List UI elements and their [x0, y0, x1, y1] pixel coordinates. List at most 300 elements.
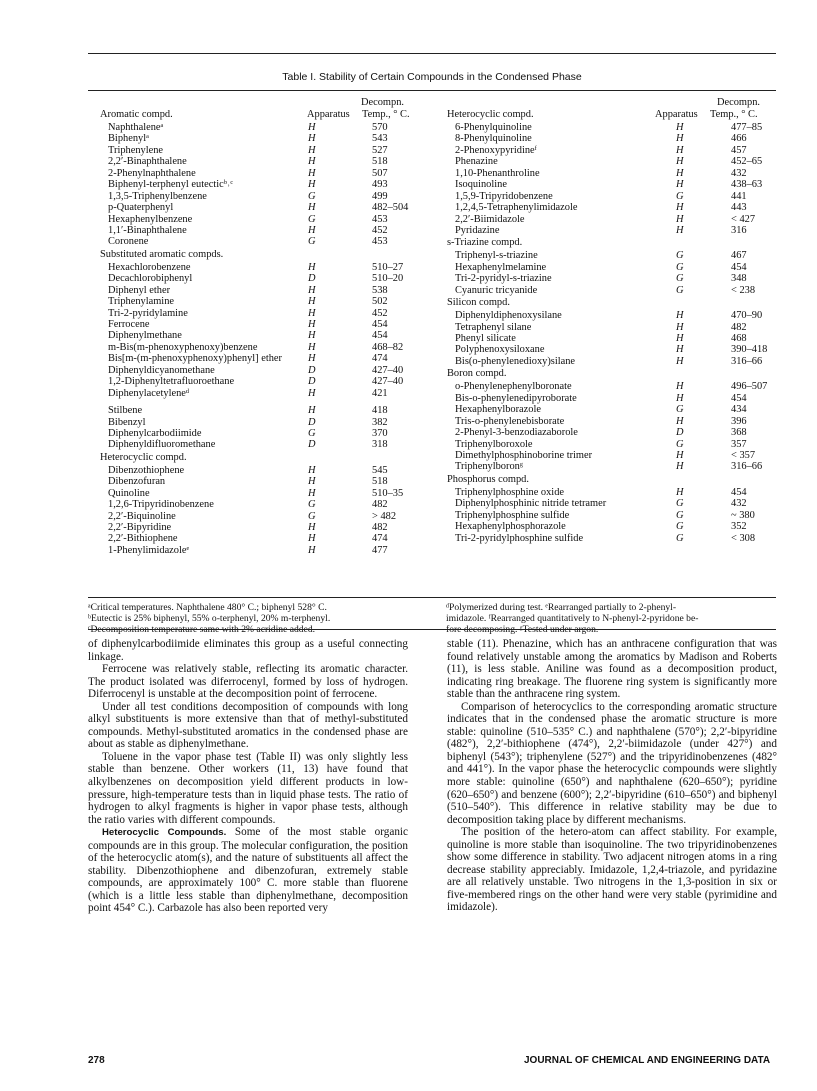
table-row	[100, 476, 420, 487]
table-left-column	[100, 97, 420, 556]
decomposition-temp: 527	[372, 144, 388, 156]
apparatus-code: H	[676, 415, 684, 427]
apparatus-code: G	[308, 510, 316, 522]
table-row	[100, 465, 420, 476]
compound-name: Ferrocene	[108, 319, 150, 330]
table-footnotes-left	[88, 602, 418, 636]
decomposition-temp: 496–507	[731, 381, 768, 393]
apparatus-code: G	[308, 190, 316, 202]
compound-name: Phenazine	[455, 156, 498, 168]
decomposition-temp: 454	[372, 330, 388, 342]
paragraph-text: The position of the hetero-atom can affect stability. For example, quinoline is more stable than isoquinoline. The two tripyridinobenzenes show some difference in stability. Two adjacent nitrogen atoms in a ring decrease stability appreciably. Imidazole, 1,2,4-triazole, and pyridazine are all relatively unstable. Two nitrogens in the 1,3-position in six or five-membered rings on the other hand were very stable (pyrimidine and imidazole).	[447, 826, 777, 914]
decomposition-temp: 570	[372, 122, 388, 133]
decomposition-temp: 427–40	[372, 376, 404, 388]
table-row	[447, 521, 777, 532]
section-heading: Heterocyclic Compounds.	[102, 827, 227, 839]
table-row	[447, 450, 777, 461]
table-right-column	[447, 97, 777, 544]
compound-name: 2,2′-Biimidazole	[455, 213, 525, 225]
decomposition-temp: 454	[372, 319, 388, 330]
apparatus-code: G	[676, 509, 684, 521]
table-row	[100, 202, 420, 213]
decomposition-temp: 543	[372, 133, 388, 145]
table-row	[100, 405, 420, 416]
footnote-rule	[88, 629, 776, 630]
compound-name: Quinoline	[108, 487, 150, 499]
decomposition-temp: 510–35	[372, 487, 404, 499]
apparatus-code: G	[676, 284, 684, 296]
table-row	[100, 214, 420, 225]
apparatus-code: H	[308, 522, 316, 533]
table-row	[447, 310, 777, 321]
table-row	[447, 356, 777, 367]
table-caption: Table I. Stability of Certain Compounds in the Condensed Phase	[282, 71, 582, 83]
table-footer-rule	[88, 597, 776, 598]
body-paragraph	[88, 751, 408, 826]
table-row	[100, 308, 420, 319]
compound-name: 2-Phenoxypyridineᶠ	[455, 144, 537, 156]
column-header-decompn: Decompn.	[361, 97, 404, 108]
table-row	[100, 122, 420, 133]
table-row	[100, 296, 420, 307]
table-row	[447, 322, 777, 333]
apparatus-code: G	[676, 521, 684, 533]
table-row	[100, 533, 420, 544]
apparatus-code: D	[676, 427, 684, 439]
apparatus-code: D	[308, 439, 316, 451]
decomposition-temp: 316	[731, 224, 747, 236]
apparatus-code: H	[308, 202, 316, 214]
footnote-line: imidazole. ᶠRearranged quantitatively to N-phenyl-2-pyridone be-	[446, 613, 699, 625]
apparatus-code: G	[308, 213, 316, 225]
apparatus-code: H	[676, 122, 684, 133]
body-paragraph	[447, 826, 777, 914]
apparatus-code: H	[308, 307, 316, 319]
compound-name: Tris-o-phenylenebisborate	[455, 415, 565, 427]
decomposition-temp: 316–66	[731, 355, 763, 367]
table-row	[100, 156, 420, 167]
compound-name: 1,1′-Binaphthalene	[108, 224, 187, 236]
compound-name: Coronene	[108, 236, 149, 248]
apparatus-code: G	[676, 273, 684, 285]
table-row	[100, 191, 420, 202]
apparatus-code: H	[676, 355, 684, 367]
decomposition-temp: 370	[372, 427, 388, 439]
table-row	[100, 168, 420, 179]
table-row	[447, 487, 777, 498]
decomposition-temp: 510–27	[372, 261, 404, 273]
compound-name: 1,5,9-Tripyridobenzene	[455, 190, 553, 202]
decomposition-temp: 454	[731, 392, 747, 404]
compound-name: Diphenylmethane	[108, 330, 182, 342]
compound-name: Dibenzofuran	[108, 476, 166, 488]
footnote-line: ᵃCritical temperatures. Naphthalene 480° C.; biphenyl 528° C.	[88, 602, 327, 613]
apparatus-code: H	[308, 533, 316, 545]
decomposition-temp: 454	[731, 261, 747, 273]
table-row	[100, 145, 420, 156]
paragraph-text: of diphenylcarbodiimide eliminates this group as a useful connecting linkage.	[88, 638, 408, 663]
apparatus-code: H	[308, 387, 316, 399]
decomposition-temp: 468–82	[372, 341, 404, 353]
paragraph-text: Comparison of heterocyclics to the corresponding aromatic structure indicates that in the condensed phase the aromatic structure is more stable: quinoline (510–535° C.) and naphthalene (570°); 2,2′-bipyridine (482°), 2,2′-bithiophene (474°), 2,2′-biimidazole (under 427°) and biphenyl (543°); triphenylene (527°) and the tripyridinobenzenes (482° and 441°). In the vapor phase the heterocyclic compounds were slightly more stable: quinoline (650°) and naphthalene (620–650°); pyridine (620–650°) and benzene (600°); 2,2′-bipyridine (610–650°) and biphenyl (510–540°). This difference in relative stability may be due to decomposition taking place by different mechanisms.	[447, 700, 777, 826]
decomposition-temp: 493	[372, 179, 388, 191]
table-row	[100, 133, 420, 144]
table-row	[447, 191, 777, 202]
compound-name: Diphenyldicyanomethane	[108, 364, 215, 376]
apparatus-code: H	[308, 476, 316, 488]
table-row	[447, 510, 777, 521]
table-row	[447, 179, 777, 190]
apparatus-code: H	[308, 284, 316, 296]
table-row	[100, 179, 420, 190]
compound-name: Bis(o-phenylenedioxy)silane	[455, 355, 576, 367]
compound-name: 8-Phenylquinoline	[455, 133, 532, 145]
compound-name: Hexaphenylmelamine	[455, 261, 547, 273]
apparatus-code: D	[308, 273, 316, 285]
apparatus-code: H	[676, 392, 684, 404]
decomposition-temp: 318	[372, 439, 388, 451]
compound-name: 1,2,4,5-Tetraphenylimidazole	[455, 202, 578, 214]
table-row	[100, 262, 420, 273]
apparatus-code: H	[676, 144, 684, 156]
table-row	[447, 145, 777, 156]
decomposition-temp: 499	[372, 190, 388, 202]
paragraph-text: Some of the most stable organic compounds are in this group. The molecular configuration, the position of the heterocyclic atom(s), and the nature of substituents all affect the stability. Dibenzothiophene and dibenzofuran, extremely stable compounds, are approximately 100° C. more stable than fluorene (which is a little less stable than diphenylmethane, decomposition point 454° C.). Carbazole has also been reported very	[88, 826, 408, 915]
compound-name: Diphenylphosphinic nitride tetramer	[455, 498, 607, 510]
decomposition-temp: < 308	[731, 532, 756, 544]
apparatus-code: H	[308, 144, 316, 156]
compound-name: Bibenzyl	[108, 416, 146, 428]
table-row	[100, 522, 420, 533]
apparatus-code: H	[676, 202, 684, 214]
body-paragraph	[88, 638, 408, 663]
paragraph-text: Under all test conditions decomposition of compounds with long alkyl substituents is more extensive than that of methyl-substituted compounds. Methyl-substituted aromatics in the condensed phase are about as stable as diphenylmethane.	[88, 700, 408, 751]
apparatus-code: H	[676, 156, 684, 168]
decomposition-temp: 482	[372, 522, 388, 533]
body-text-right-column	[447, 638, 777, 914]
apparatus-code: H	[308, 319, 316, 330]
decomposition-temp: ~ 380	[731, 509, 755, 521]
decomposition-temp: 545	[372, 464, 388, 476]
table-row	[100, 388, 420, 399]
apparatus-code: H	[676, 333, 684, 344]
compound-name: Tri-2-pyridylamine	[108, 307, 188, 319]
table-row	[447, 344, 777, 355]
decomposition-temp: 368	[731, 427, 747, 439]
table-row	[447, 439, 777, 450]
table-row	[447, 461, 777, 472]
column-header-heterocyclic: Heterocyclic compd.	[447, 109, 534, 120]
compound-name: 6-Phenylquinoline	[455, 122, 532, 133]
decomposition-temp: 432	[731, 167, 747, 179]
decomposition-temp: 443	[731, 202, 747, 214]
compound-name: 2,2′-Biquinoline	[108, 510, 176, 522]
apparatus-code: H	[308, 464, 316, 476]
paragraph-text: Toluene in the vapor phase test (Table II) was only slightly less stable than benzene. Other workers (11, 13) have found that alkylbenzenes on decomposition yield different products in low-pressure, high-temperature tests than in liquid phase tests. The ratio of hydrogen to alkyl fragments is higher in vapor phase tests, although the ratio varies with different compounds.	[88, 750, 408, 826]
table-row	[100, 319, 420, 330]
compound-name: Hexaphenylbenzene	[108, 213, 193, 225]
column-header-temp: Temp., ° C.	[710, 109, 758, 120]
decomposition-temp: 467	[731, 250, 747, 262]
table-row	[100, 225, 420, 236]
table-row	[447, 214, 777, 225]
table-row	[100, 488, 420, 499]
decomposition-temp: 452	[372, 307, 388, 319]
decomposition-temp: 434	[731, 404, 747, 416]
apparatus-code: G	[676, 261, 684, 273]
decomposition-temp: 477	[372, 544, 388, 556]
apparatus-code: G	[676, 438, 684, 450]
table-row	[100, 285, 420, 296]
decomposition-temp: 482–504	[372, 202, 409, 214]
decomposition-temp: 418	[372, 405, 388, 417]
apparatus-code: H	[308, 544, 316, 556]
compound-name: Bis-o-phenylenedipyroborate	[455, 392, 577, 404]
compound-name: 2,2′-Bithiophene	[108, 533, 178, 545]
column-header-decompn: Decompn.	[717, 97, 760, 108]
apparatus-code: D	[308, 364, 316, 376]
table-row	[100, 376, 420, 387]
decomposition-temp: 390–418	[731, 344, 768, 356]
table-row	[447, 498, 777, 509]
table-row	[100, 428, 420, 439]
table-row	[447, 393, 777, 404]
decomposition-temp: 466	[731, 133, 747, 145]
decomposition-temp: 396	[731, 415, 747, 427]
apparatus-code: H	[308, 405, 316, 417]
page-number: 278	[88, 1055, 105, 1066]
compound-name: Biphenyl-terphenyl eutecticᵇ˒ᶜ	[108, 179, 234, 191]
compound-name: Isoquinoline	[455, 179, 507, 191]
compound-name: Triphenylene	[108, 144, 164, 156]
decomposition-temp: 470–90	[731, 310, 763, 322]
apparatus-code: H	[676, 486, 684, 498]
compound-name: Cyanuric tricyanide	[455, 284, 538, 296]
table-row	[100, 342, 420, 353]
compound-name: Tetraphenyl silane	[455, 321, 532, 333]
table-row	[100, 499, 420, 510]
body-text-left-column	[88, 638, 408, 915]
compound-name: 2,2′-Binaphthalene	[108, 156, 187, 168]
decomposition-temp: 507	[372, 167, 388, 179]
decomposition-temp: 357	[731, 438, 747, 450]
table-row	[100, 330, 420, 341]
apparatus-code: G	[308, 427, 316, 439]
apparatus-code: H	[308, 224, 316, 236]
decomposition-temp: 474	[372, 533, 388, 545]
column-header-apparatus: Apparatus	[655, 109, 698, 120]
apparatus-code: H	[676, 179, 684, 191]
apparatus-code: H	[308, 261, 316, 273]
footnote-line: ᵈPolymerized during test. ᵉRearranged partially to 2-phenyl-	[446, 602, 677, 613]
apparatus-code: H	[308, 167, 316, 179]
table-group-heading: Substituted aromatic compds.	[100, 248, 224, 260]
footnote-line: ᶜDecomposition temperature same with 2% acridine added.	[88, 624, 316, 636]
apparatus-code: G	[676, 190, 684, 202]
column-header-apparatus: Apparatus	[307, 109, 350, 120]
apparatus-code: D	[308, 376, 316, 388]
apparatus-code: D	[308, 416, 316, 428]
compound-name: p-Quaterphenyl	[108, 202, 174, 214]
decomposition-temp: 316–66	[731, 461, 763, 473]
apparatus-code: H	[308, 179, 316, 191]
body-paragraph	[88, 701, 408, 751]
apparatus-code: H	[308, 330, 316, 342]
body-paragraph	[88, 826, 408, 915]
footnote-line: ᵇEutectic is 25% biphenyl, 55% o-terphenyl, 20% m-terphenyl.	[88, 613, 331, 625]
table-header-rule	[88, 90, 776, 91]
apparatus-code: H	[308, 122, 316, 133]
compound-name: Pyridazine	[455, 224, 500, 236]
decomposition-temp: 477–85	[731, 122, 763, 133]
decomposition-temp: 438–63	[731, 179, 763, 191]
apparatus-code: G	[308, 499, 316, 511]
compound-name: 1,3,5-Triphenylbenzene	[108, 190, 207, 202]
table-group-heading: Silicon compd.	[447, 297, 510, 309]
table-row	[447, 427, 777, 438]
compound-name: 1-Phenylimidazoleᵉ	[108, 544, 190, 556]
compound-name: Triphenylphosphine oxide	[455, 486, 565, 498]
compound-name: Diphenyl ether	[108, 284, 171, 296]
compound-name: Triphenylamine	[108, 296, 174, 308]
apparatus-code: H	[676, 321, 684, 333]
apparatus-code: H	[308, 487, 316, 499]
decomposition-temp: 441	[731, 190, 747, 202]
table-row	[447, 273, 777, 284]
apparatus-code: H	[676, 224, 684, 236]
table-row	[447, 133, 777, 144]
compound-name: Decachlorobiphenyl	[108, 273, 193, 285]
table-row	[100, 236, 420, 247]
compound-name: Diphenylcarbodiimide	[108, 427, 202, 439]
paragraph-text: Ferrocene was relatively stable, reflecting its aromatic character. The product isolated was diferrocenyl, formed by loss of hydrogen. Diferrocenyl is unstable at the decomposition point of ferrocene.	[88, 663, 408, 701]
compound-name: Dibenzothiophene	[108, 464, 185, 476]
decomposition-temp: < 357	[731, 449, 756, 461]
compound-name: Diphenyldiphenoxysilane	[455, 310, 562, 322]
apparatus-code: G	[676, 250, 684, 262]
compound-name: Diphenyldifluoromethane	[108, 439, 216, 451]
compound-name: Phenyl silicate	[455, 333, 516, 344]
compound-name: Hexaphenylborazole	[455, 404, 541, 416]
decomposition-temp: 432	[731, 498, 747, 510]
apparatus-code: H	[676, 133, 684, 145]
compound-name: Tri-2-pyridyl-s-triazine	[455, 273, 552, 285]
decomposition-temp: 454	[731, 486, 747, 498]
decomposition-temp: < 238	[731, 284, 756, 296]
decomposition-temp: 468	[731, 333, 747, 344]
decomposition-temp: 452–65	[731, 156, 763, 168]
apparatus-code: H	[676, 310, 684, 322]
compound-name: Diphenylacetyleneᵈ	[108, 387, 190, 399]
decomposition-temp: 474	[372, 353, 388, 365]
compound-name: 2-Phenyl-3-benzodiazaborole	[455, 427, 578, 439]
decomposition-temp: 421	[372, 387, 388, 399]
column-header-temp: Temp., ° C.	[362, 109, 410, 120]
apparatus-code: H	[308, 156, 316, 168]
table-group-heading: Phosphorus compd.	[447, 473, 529, 485]
table-group-heading: s-Triazine compd.	[447, 237, 523, 249]
decomposition-temp: 452	[372, 224, 388, 236]
body-paragraph	[447, 701, 777, 826]
apparatus-code: G	[676, 498, 684, 510]
compound-name: 2,2′-Bipyridine	[108, 522, 172, 533]
table-row	[447, 168, 777, 179]
apparatus-code: H	[676, 449, 684, 461]
apparatus-code: H	[676, 167, 684, 179]
apparatus-code: G	[676, 532, 684, 544]
compound-name: 2-Phenylnaphthalene	[108, 167, 196, 179]
decomposition-temp: 382	[372, 416, 388, 428]
table-row	[447, 225, 777, 236]
table-row	[100, 417, 420, 428]
decomposition-temp: 482	[372, 499, 388, 511]
apparatus-code: H	[308, 296, 316, 308]
table-row	[100, 511, 420, 522]
paragraph-text: stable (11). Phenazine, which has an anthracene configuration that was found relatively unstable among the aromatics by Madison and Roberts (11), is less stable. Aniline was found as a decomposition product, indicating ring breakage. The fluorene ring system is significantly more stable than the anthracene ring system.	[447, 638, 777, 701]
apparatus-code: H	[676, 213, 684, 225]
table-footnotes-right	[446, 602, 776, 636]
apparatus-code: G	[308, 236, 316, 248]
compound-name: Hexachlorobenzene	[108, 261, 191, 273]
table-row	[447, 333, 777, 344]
table-group-heading: Boron compd.	[447, 368, 507, 380]
compound-name: Triphenylboroxole	[455, 438, 533, 450]
compound-name: Tri-2-pyridylphosphine sulfide	[455, 532, 584, 544]
decomposition-temp: 482	[731, 321, 747, 333]
decomposition-temp: 518	[372, 156, 388, 168]
top-rule	[88, 53, 776, 54]
table-row	[447, 381, 777, 392]
table-row	[100, 545, 420, 556]
apparatus-code: H	[676, 461, 684, 473]
compound-name: 1,10-Phenanthroline	[455, 167, 540, 179]
decomposition-temp: 502	[372, 296, 388, 308]
compound-name: Naphthaleneᵃ	[108, 122, 164, 133]
table-row	[447, 250, 777, 261]
footnote-line: fore decomposing. ᵍTested under argon.	[446, 624, 599, 636]
compound-name: Dimethylphosphinoborine trimer	[455, 449, 593, 461]
decomposition-temp: 538	[372, 284, 388, 296]
apparatus-code: H	[676, 381, 684, 393]
column-header-aromatic: Aromatic compd.	[100, 109, 173, 120]
table-row	[447, 416, 777, 427]
compound-name: Polyphenoxysiloxane	[455, 344, 545, 356]
decomposition-temp: 352	[731, 521, 747, 533]
table-row	[447, 156, 777, 167]
apparatus-code: G	[676, 404, 684, 416]
compound-name: o-Phenylenephenylboronate	[455, 381, 572, 393]
apparatus-code: H	[308, 133, 316, 145]
decomposition-temp: 518	[372, 476, 388, 488]
compound-name: Triphenyl-s-triazine	[455, 250, 538, 262]
table-row	[447, 202, 777, 213]
body-paragraph	[447, 638, 777, 701]
decomposition-temp: 510–20	[372, 273, 404, 285]
compound-name: Bis[m-(m-phenoxyphenoxy)phenyl] ether	[108, 353, 282, 365]
apparatus-code: H	[308, 353, 316, 365]
decomposition-temp: 427–40	[372, 364, 404, 376]
decomposition-temp: 453	[372, 213, 388, 225]
compound-name: Biphenylᵃ	[108, 133, 149, 145]
decomposition-temp: 457	[731, 144, 747, 156]
table-row	[100, 439, 420, 450]
apparatus-code: H	[308, 341, 316, 353]
decomposition-temp: > 482	[372, 510, 397, 522]
decomposition-temp: 453	[372, 236, 388, 248]
table-group-heading: Heterocyclic compd.	[100, 451, 187, 463]
compound-name: 1,2,6-Tripyridinobenzene	[108, 499, 214, 511]
table-row	[447, 262, 777, 273]
